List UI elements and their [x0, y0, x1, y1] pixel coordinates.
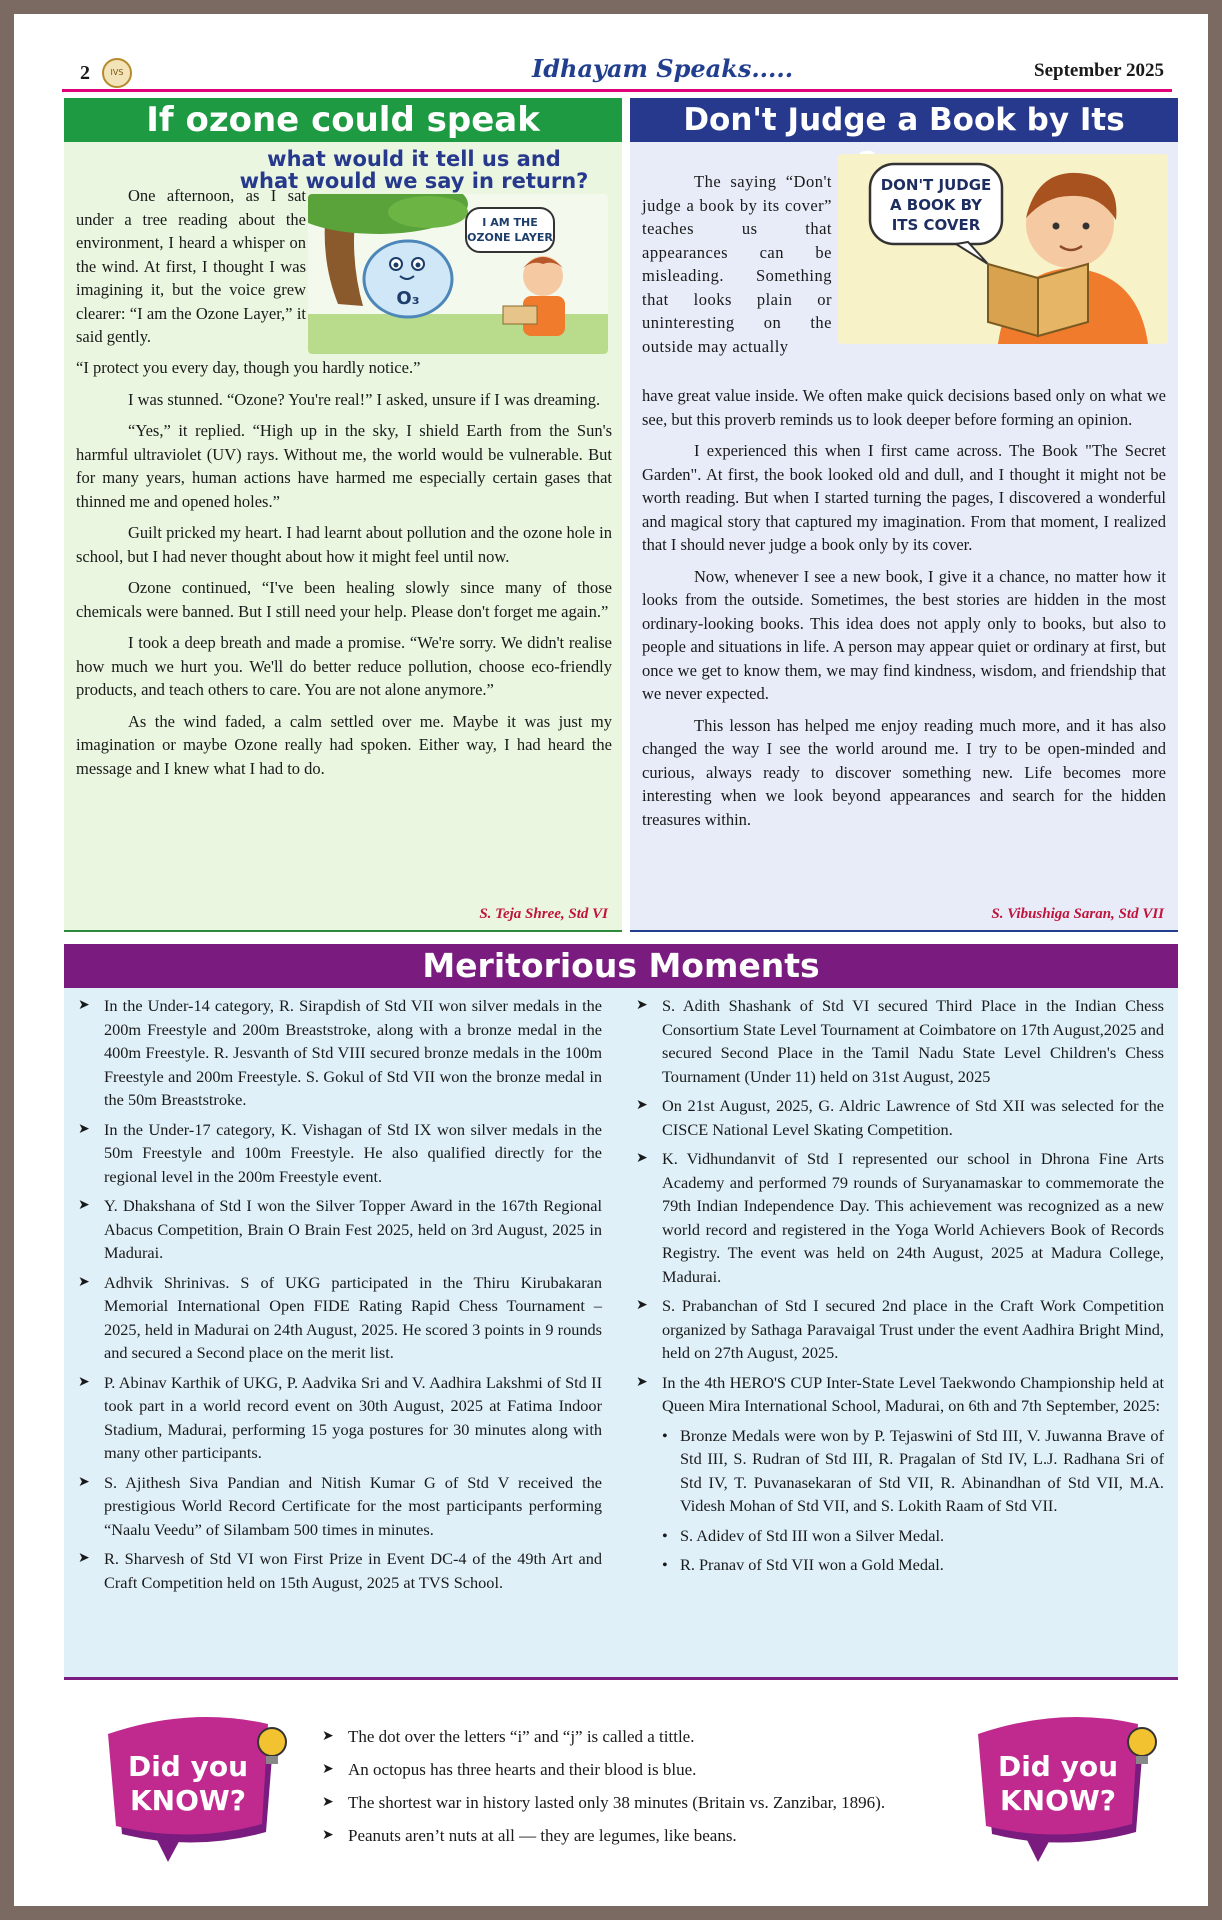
book-intro-wrap — [642, 170, 832, 366]
list-item — [628, 1094, 1164, 1141]
book-paragraph: I experienced this when I first came across. The Book "The Secret Garden". At first, the book looked old and dull, and I thought it might not be worth reading. But when I started turning the pages, I discovered a wonderful and magical story that captured my imagination. From that moment, I realized that I should never judge a book only by its cover. — [642, 441, 1166, 554]
arrow-bullet-icon: ➤ — [78, 1474, 90, 1490]
sign-line-2: A BOOK BY — [889, 196, 983, 214]
arrow-bullet-icon: ➤ — [322, 1828, 334, 1843]
ozone-cloud-label: O₃ — [396, 288, 420, 309]
achievement-text: S. Ajithesh Siva Pandian and Nitish Kumar G of Std V received the prestigious World Record Certificate for the most participants performing “Naalu Veedu” of Silambam 500 times in minutes. — [104, 1472, 602, 1539]
book-body — [642, 384, 1166, 839]
fact-text: An octopus has three hearts and their blood is blue. — [348, 1760, 697, 1779]
arrow-bullet-icon: ➤ — [322, 1762, 334, 1777]
list-item — [70, 1271, 602, 1365]
sign-line-3: ITS COVER — [891, 216, 981, 234]
arrow-bullet-icon: ➤ — [78, 1374, 90, 1390]
dot-bullet-icon: • — [662, 1555, 668, 1574]
logo-text: IVS — [110, 68, 124, 77]
ozone-byline: S. Teja Shree, Std VI — [479, 906, 608, 922]
achievement-text: In the Under-14 category, R. Sirapdish of Std VII won silver medals in the 200m Freestyle and 200m Breaststroke, along with a bronze medal in the 400m Freestyle. R. Jesvanth of Std VIII secured bronze medals in the 100m Freestyle and 200m Freestyle. S. Gokul of Std VII won the bronze medal in the 50m Breaststroke. — [104, 996, 602, 1109]
arrow-bullet-icon: ➤ — [322, 1729, 334, 1744]
list-item — [70, 1118, 602, 1189]
book-paragraph: Now, whenever I see a new book, I give it a chance, no matter how it looks from the outside. Sometimes, the best stories are hidden in the most ordinary-looking books. This idea does not apply only to books, but also to people and situations in life. A person may appear quiet or ordinary at first, but once we get to know them, we may find kindness, wisdom, and friendship that we never expected. — [642, 566, 1166, 703]
ozone-paragraph: I was stunned. “Ozone? You're real!” I asked, unsure if I was dreaming. — [128, 389, 601, 409]
ozone-paragraph: Guilt pricked my heart. I had learnt about pollution and the ozone hole in school, but I had never thought about how it might feel until now. — [76, 523, 612, 566]
newsletter-page — [14, 14, 1208, 1906]
list-item — [70, 1194, 602, 1265]
ozone-article — [64, 98, 622, 932]
book-paragraph: This lesson has helped me enjoy reading much more, and it has also changed the way I see the world around me. I try to be open-minded and curious, always ready to discover something new. Life becomes more interesting when we look beyond appearances and search for the hidden treasures within. — [642, 715, 1166, 829]
list-item — [628, 1294, 1164, 1365]
achievement-text: P. Abinav Karthik of UKG, P. Aadvika Sri and V. Aadhira Lakshmi of Std II took part in a world record event on 30th August, 2025 at Fatima Indoor Stadium, Madurai, performing 15 yoga postures for 30 minutes along with many other participants. — [104, 1372, 602, 1462]
medal-text: Bronze Medals were won by P. Tejaswini of Std III, V. Juwanna Brave of Std III, S. Rudran of Std III, R. Pragalan of Std IV, L.J. Radhana Sri of Std IV, T. Puvanasekaran of Std VII, R. Abinandhan of Std VII, M.A. Videsh Mohan of Std VII, and S. Lokith Raam of Std VII. — [680, 1425, 1164, 1515]
achievement-text: In the Under-17 category, K. Vishagan of Std IX won silver medals in the 50m Freestyle and 100m Freestyle. He also qualified directly for the regional level in the 200m Freestyle event. — [104, 1119, 602, 1186]
ozone-illustration — [308, 194, 608, 354]
meritorious-title: Meritorious Moments — [64, 944, 1178, 988]
list-item — [70, 1471, 602, 1542]
dot-bullet-icon: • — [662, 1525, 668, 1545]
ozone-paragraph: I took a deep breath and made a promise. “We're sorry. We didn't realise how much we hurt you. We'll do better reduce pollution, choose eco-friendly products, and teach others to care. You are not alone anymore.” — [76, 633, 612, 699]
did-you-know-badge-left — [94, 1702, 294, 1872]
boy-reading-drawing — [838, 154, 1168, 344]
ozone-intro-wrap — [76, 184, 306, 357]
ozone-article-title: If ozone could speak — [64, 98, 622, 142]
fact-text: The shortest war in history lasted only 38 minutes (Britain vs. Zanzibar, 1896). — [348, 1793, 886, 1812]
book-intro-continued: have great value inside. We often make quick decisions based only on what we see, but this proverb reminds us to look deeper before forming an opinion. — [642, 386, 1166, 429]
meritorious-moments-section — [64, 944, 1178, 1680]
arrow-bullet-icon: ➤ — [322, 1795, 334, 1810]
merit-left-column — [70, 994, 602, 1600]
arrow-bullet-icon: ➤ — [78, 1274, 90, 1290]
badge-right-line-1: Did you — [997, 1750, 1119, 1783]
achievement-text: In the 4th HERO'S CUP Inter-State Level Taekwondo Championship held at Queen Mira International School, Madurai, on 6th and 7th September, 2025: — [662, 1372, 1164, 1415]
achievement-text: On 21st August, 2025, G. Aldric Lawrence of Std XII was selected for the CISCE National Level Skating Competition. — [662, 1096, 1164, 1139]
achievement-text: R. Sharvesh of Std VI won First Prize in Event DC-4 of the 49th Art and Craft Competition held on 15th August, 2025 at TVS School. — [104, 1549, 602, 1592]
sub-list-item — [628, 1553, 1164, 1577]
subtitle-line-1: what would it tell us and — [267, 147, 561, 171]
arrow-bullet-icon: ➤ — [636, 1098, 648, 1113]
sub-list-item — [628, 1524, 1164, 1548]
book-cover-article — [630, 98, 1178, 932]
fact-item — [322, 1753, 962, 1786]
badge-right-line-2: KNOW? — [999, 1784, 1117, 1817]
page-header — [62, 50, 1172, 92]
issue-date: September 2025 — [1034, 60, 1164, 81]
arrow-bullet-icon: ➤ — [78, 1121, 90, 1137]
ozone-paragraph: “Yes,” it replied. “High up in the sky, I shield Earth from the Sun's harmful ultraviolet (UV) rays. Without me, the world would be vulnerable. But for many years, human actions have harmed me especially certain gases that thinned me and opened holes.” — [76, 421, 612, 511]
badge-left-line-2: KNOW? — [129, 1784, 247, 1817]
list-item — [70, 1547, 602, 1594]
list-item — [70, 994, 602, 1112]
ozone-paragraph: As the wind faded, a calm settled over me. Maybe it was just my imagination or maybe Ozone really had spoken. Either way, I had heard the message and I knew what I had to do. — [76, 711, 612, 778]
did-you-know-facts — [322, 1720, 962, 1852]
ozone-body — [76, 356, 612, 788]
fact-text: Peanuts aren’t nuts at all — they are legumes, like beans. — [348, 1826, 737, 1845]
dot-bullet-icon: • — [662, 1425, 668, 1445]
fact-item — [322, 1786, 962, 1819]
badge-left-line-1: Did you — [127, 1750, 249, 1783]
masthead: Idhayam Speaks..... — [532, 54, 794, 83]
tree-cloud-boy-drawing — [308, 194, 608, 354]
sub-list-item — [628, 1424, 1164, 1518]
ozone-intro-paragraph: One afternoon, as I sat under a tree reading about the environment, I heard a whisper on the wind. At first, I thought I was imagining it, but the voice grew clearer: “I am the Ozone Layer,” it said gently. — [76, 186, 306, 346]
achievement-text: Y. Dhakshana of Std I won the Silver Topper Award in the 167th Regional Abacus Competition, Brain O Brain Fest 2025, held on 3rd August, 2025 in Madurai. — [104, 1196, 602, 1262]
school-logo-icon — [102, 58, 132, 88]
fact-item — [322, 1819, 962, 1852]
list-item — [628, 994, 1164, 1088]
achievement-text: S. Prabanchan of Std I secured 2nd place in the Craft Work Competition organized by Sathaga Paravaigal Trust under the event Aadhira Bright Mind, held on 27th August, 2025. — [662, 1296, 1164, 1362]
arrow-bullet-icon: ➤ — [636, 1151, 648, 1166]
arrow-bullet-icon: ➤ — [78, 1551, 90, 1566]
subtitle-line-2: what would we say in return? — [239, 169, 589, 193]
ozone-intro-continued: “I protect you every day, though you hardly notice.” — [76, 358, 421, 377]
fact-item — [322, 1720, 962, 1753]
sign-line-1: DON'T JUDGE — [880, 176, 992, 194]
medal-text: R. Pranav of Std VII won a Gold Medal. — [680, 1555, 944, 1574]
arrow-bullet-icon: ➤ — [636, 998, 648, 1013]
bubble-line-2: OZONE LAYER — [467, 231, 553, 244]
achievement-text: Adhvik Shrinivas. S of UKG participated in the Thiru Kirubakaran Memorial International Open FIDE Rating Rapid Chess Tournament – 2025, held in Madurai on 24th August, 2025. He scored 3 points in 9 rounds and secured a Second place on the merit list. — [104, 1272, 602, 1362]
book-illustration — [838, 154, 1168, 344]
page-number: 2 — [80, 62, 90, 84]
did-you-know-badge-right — [964, 1702, 1164, 1872]
arrow-bullet-icon: ➤ — [78, 1198, 90, 1213]
arrow-bullet-icon: ➤ — [78, 998, 90, 1013]
list-item — [70, 1371, 602, 1465]
achievement-text: K. Vidhundanvit of Std I represented our school in Dhrona Fine Arts Academy and performed 79 rounds of Suryanamaskar to commemorate the 79th Indian Independence Day. This achievement was recognized as a new world record and registered in the Yoga World Achievers Book of Records Registry. The event was held on 24th August, 2025 at Madura College, Madurai. — [662, 1149, 1164, 1286]
fact-text: The dot over the letters “i” and “j” is called a tittle. — [348, 1727, 695, 1746]
merit-right-column — [628, 994, 1164, 1583]
ozone-paragraph: Ozone continued, “I've been healing slowly since many of those chemicals were banned. But I still need your help. Please don't forget me again.” — [76, 578, 612, 621]
list-item — [628, 1147, 1164, 1288]
arrow-bullet-icon: ➤ — [636, 1298, 648, 1313]
arrow-bullet-icon: ➤ — [636, 1374, 648, 1390]
book-intro-paragraph: The saying “Don't judge a book by its cover” teaches us that appearances can be misleading. Something that looks plain or uninteresting on the outside may actually — [642, 172, 832, 356]
bubble-line-1: I AM THE — [482, 216, 538, 229]
achievement-text: S. Adith Shashank of Std VI secured Third Place in the Indian Chess Consortium State Level Tournament at Coimbatore on 17th August,2025 and secured Second Place in the Tamil Nadu State Level Children's Chess Tournament (Under 11) held on 31st August, 2025 — [662, 996, 1164, 1086]
book-byline: S. Vibushiga Saran, Std VII — [991, 906, 1164, 922]
medal-text: S. Adidev of Std III won a Silver Medal. — [680, 1525, 945, 1545]
list-item — [628, 1371, 1164, 1418]
book-article-title: Don't Judge a Book by Its — [630, 98, 1178, 142]
did-you-know-section — [64, 1686, 1178, 1906]
